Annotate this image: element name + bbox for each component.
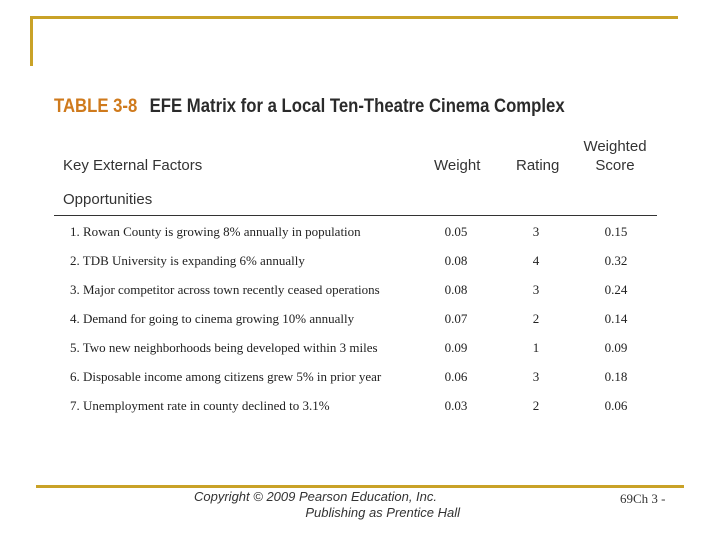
row-score: 0.09: [604, 340, 628, 355]
header-key-external-factors: Key External Factors: [63, 157, 203, 174]
header-weighted-score-line2: Score: [595, 157, 635, 174]
header-weight: Weight: [434, 157, 481, 174]
table-row: [0, 398, 720, 418]
section-opportunities: Opportunities: [63, 191, 153, 208]
row-score: 0.24: [604, 282, 628, 297]
row-rating: 4: [532, 253, 540, 268]
copyright-notice: [190, 489, 460, 521]
row-weight: 0.03: [444, 398, 468, 413]
frame-left-rule: [30, 16, 33, 66]
header-weighted-score-line1: Weighted: [583, 138, 647, 155]
header-divider: [54, 215, 657, 216]
header-weighted-score: [580, 137, 650, 175]
row-score: 0.18: [604, 369, 628, 384]
table-number: TABLE 3-8: [54, 96, 138, 117]
page-number: 69Ch 3 -: [620, 491, 666, 506]
row-rating: 2: [532, 398, 540, 413]
row-score: 0.32: [604, 253, 628, 268]
row-factor: 7. Unemployment rate in county declined to 3.1%: [70, 398, 330, 413]
row-weight: 0.06: [444, 369, 468, 384]
row-rating: 3: [532, 224, 540, 239]
table-row: [0, 311, 720, 331]
row-factor: 5. Two new neighborhoods being developed within 3 miles: [70, 340, 378, 355]
table-row: [0, 282, 720, 302]
row-weight: 0.07: [444, 311, 468, 326]
table-row: [0, 340, 720, 360]
row-rating: 2: [532, 311, 540, 326]
row-factor: 4. Demand for going to cinema growing 10% annually: [70, 311, 355, 326]
table-row: [0, 253, 720, 273]
row-rating: 3: [532, 369, 540, 384]
copyright-line2: Publishing as Prentice Hall: [305, 505, 460, 520]
table-row: [0, 369, 720, 389]
row-weight: 0.05: [444, 224, 468, 239]
row-weight: 0.09: [444, 340, 468, 355]
footer-rule: [36, 485, 684, 488]
copyright-line1: Copyright © 2009 Pearson Education, Inc.: [194, 489, 438, 504]
row-weight: 0.08: [444, 282, 468, 297]
row-score: 0.14: [604, 311, 628, 326]
row-rating: 3: [532, 282, 540, 297]
row-factor: 6. Disposable income among citizens grew 5% in prior year: [70, 369, 382, 384]
table-title: [54, 96, 565, 118]
row-factor: 3. Major competitor across town recently ceased operations: [70, 282, 380, 297]
row-factor: 1. Rowan County is growing 8% annually in population: [70, 224, 361, 239]
row-rating: 1: [532, 340, 540, 355]
frame-top-rule: [30, 16, 678, 19]
row-factor: 2. TDB University is expanding 6% annually: [70, 253, 305, 268]
header-rating: Rating: [516, 157, 560, 174]
row-score: 0.15: [604, 224, 628, 239]
row-score: 0.06: [604, 398, 628, 413]
table-row: [0, 224, 720, 244]
row-weight: 0.08: [444, 253, 468, 268]
table-name: EFE Matrix for a Local Ten-Theatre Cinema Complex: [149, 96, 565, 117]
